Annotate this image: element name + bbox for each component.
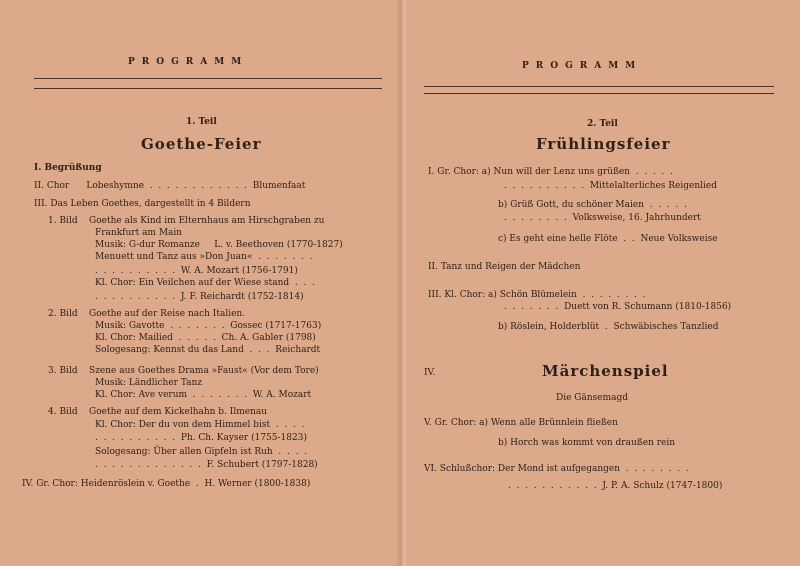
- right-line: . . . . . . . . Volksweise, 16. Jahrhundert: [504, 213, 701, 223]
- left-title: Goethe-Feier: [141, 135, 262, 153]
- right-rule-bottom: [424, 93, 774, 94]
- right-line: c) Es geht eine helle Flöte . . Neue Volksweise: [498, 234, 718, 244]
- left-rule-bottom: [34, 88, 382, 89]
- left-line: III. Das Leben Goethes, dargestellt in 4 Bildern: [34, 199, 251, 209]
- left-rule-top: [34, 78, 382, 79]
- left-line: . . . . . . . . . . J. F. Reichardt (1752-1814): [95, 292, 304, 302]
- right-line: . . . . . . . . . . . J. P. A. Schulz (1747-1800): [508, 481, 723, 491]
- right-page: [404, 0, 800, 566]
- right-line: b) Grüß Gott, du schöner Maien . . . . .: [498, 200, 687, 210]
- left-line: Kl. Chor: Der du von dem Himmel bist . . . .: [95, 420, 305, 430]
- right-part-label: 2. Teil: [587, 119, 618, 129]
- left-line: . . . . . . . . . . . . . F. Schubert (1797-1828): [95, 460, 318, 470]
- right-line: . . . . . . . Duett von R. Schumann (1810-1856): [504, 302, 732, 312]
- right-header: PROGRAMM: [522, 61, 643, 71]
- left-line: I. Begrüßung: [34, 163, 102, 173]
- left-line: Sologesang: Kennst du das Land . . . Reichardt: [95, 345, 321, 355]
- right-line: V. Gr. Chor: a) Wenn alle Brünnlein fließen: [424, 418, 618, 428]
- left-line: 3. Bild Szene aus Goethes Drama »Faust« (Vor dem Tore): [48, 366, 319, 376]
- left-line: Musik: G-dur Romanze L. v. Beethoven (1770-1827): [95, 240, 343, 250]
- right-subtitle: Märchenspiel: [542, 362, 669, 380]
- left-line: 2. Bild Goethe auf der Reise nach Italien.: [48, 309, 246, 319]
- right-line: b) Röslein, Holderblüt . Schwäbisches Tanzlied: [498, 322, 719, 332]
- left-line: Sologesang: Über allen Gipfeln ist Ruh . . . .: [95, 447, 308, 457]
- left-page: [0, 0, 398, 566]
- left-line: IV. Gr. Chor: Heidenröslein v. Goethe . H. Werner (1800-1838): [22, 479, 311, 489]
- right-line: Die Gänsemagd: [556, 393, 628, 403]
- left-line: . . . . . . . . . . W. A. Mozart (1756-1791): [95, 266, 298, 276]
- left-line: Kl. Chor: Ave verum . . . . . . . W. A. Mozart: [95, 390, 312, 400]
- left-header: PROGRAMM: [128, 57, 249, 67]
- left-line: Menuett und Tanz aus »Don Juan« . . . . . . .: [95, 252, 313, 262]
- left-line: 4. Bild Goethe auf dem Kickelhahn b. Ilmenau: [48, 407, 268, 417]
- right-line: IV.: [424, 368, 436, 378]
- right-title: Frühlingsfeier: [536, 135, 671, 153]
- right-line: I. Gr. Chor: a) Nun will der Lenz uns grüßen . . . . .: [428, 167, 673, 177]
- left-part-label: 1. Teil: [186, 117, 217, 127]
- left-line: 1. Bild Goethe als Kind im Elternhaus am Hirschgraben zu: [48, 216, 325, 226]
- right-line: b) Horch was kommt von draußen rein: [498, 438, 676, 448]
- left-line: Frankfurt am Main: [95, 228, 183, 238]
- right-line: III. Kl. Chor: a) Schön Blümelein . . . . . . . .: [428, 290, 646, 300]
- left-line: Musik: Gavotte . . . . . . . Gossec (1717-1763): [95, 321, 322, 331]
- left-line: Kl. Chor: Mailied . . . . . Ch. A. Gabler (1798): [95, 333, 316, 343]
- right-line: VI. Schlußchor: Der Mond ist aufgegangen . . . . . . . .: [424, 464, 689, 474]
- right-line: II. Tanz und Reigen der Mädchen: [428, 262, 581, 272]
- left-line: . . . . . . . . . . Ph. Ch. Kayser (1755-1823): [95, 433, 307, 443]
- right-rule-top: [424, 86, 774, 87]
- left-line: II. Chor Lobeshymne . . . . . . . . . . . . Blumenfaat: [34, 181, 306, 191]
- right-line: . . . . . . . . . . Mittelalterliches Reigenlied: [504, 181, 717, 191]
- left-line: Kl. Chor: Ein Veilchen auf der Wiese stand . . .: [95, 278, 315, 288]
- left-line: Musik: Ländlicher Tanz: [95, 378, 203, 388]
